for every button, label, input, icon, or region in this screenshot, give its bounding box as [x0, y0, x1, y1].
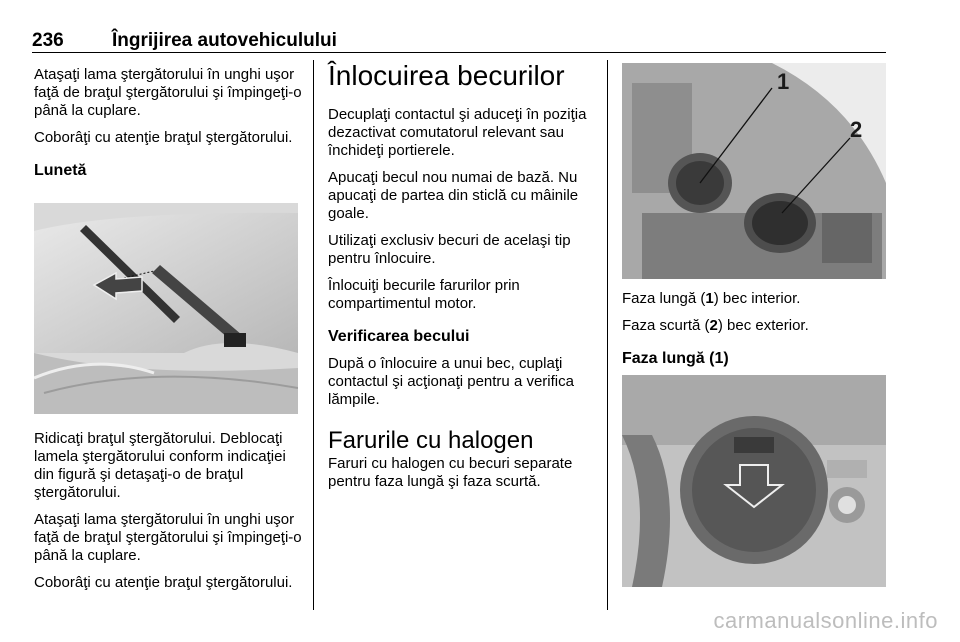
paragraph: Ridicaţi braţul ştergătorului. Deblocaţi lamela ştergătorului conform indicaţiei din figură şi detaşaţi-o de braţul ştergătorului.	[34, 430, 286, 501]
paragraph: Utilizaţi exclusiv becuri de acelaşi tip pentru înlocuire.	[328, 232, 571, 267]
section-heading-farurile-cu-halogen: Farurile cu halogen	[328, 427, 534, 454]
section-heading-inlocuirea-becurilor: Înlocuirea becurilor	[328, 60, 565, 91]
rear-wiper-drawing	[34, 203, 298, 414]
caption-number: 2	[709, 317, 718, 334]
caption-text: Faza scurtă (	[622, 317, 710, 334]
caption-text: ) bec exterior.	[717, 317, 809, 334]
column-1-bottom	[34, 430, 302, 592]
paragraph: Ataşaţi lama ştergătorului în unghi uşor faţă de braţul ştergătorului şi împingeţi-o până la cuplare.	[34, 511, 302, 564]
header-divider	[32, 52, 886, 53]
caption-text: Faza lungă (	[622, 290, 706, 307]
paragraph: Decuplaţi contactul şi aduceţi în poziţia dezactivat comutatorul relevant sau închideţi portierele.	[328, 106, 587, 159]
headlight-bulbs-photo	[622, 63, 886, 279]
page-number: 236	[32, 30, 64, 51]
headlight-drawing	[622, 63, 886, 279]
paragraph: Înlocuiţi becurile farurilor prin compartimentul motor.	[328, 277, 520, 312]
paragraph: Coborâţi cu atenţie braţul ştergătorului.	[34, 574, 293, 591]
paragraph: Coborâţi cu atenţie braţul ştergătorului.	[34, 129, 293, 146]
caption-text: ) bec interior.	[713, 290, 801, 307]
column-1-top	[34, 66, 302, 181]
paragraph: Ataşaţi lama ştergătorului în unghi uşor faţă de braţul ştergătorului şi împingeţi-o până la cuplare.	[34, 66, 302, 119]
section-heading-luneta: Lunetă	[34, 162, 87, 179]
column-3	[622, 290, 888, 369]
high-beam-cap-photo	[622, 375, 886, 587]
sub-heading-verificarea-becului: Verificarea becului	[328, 328, 470, 345]
column-divider-left	[313, 60, 314, 610]
cap-drawing	[622, 375, 886, 587]
page-title: Îngrijirea autovehiculului	[112, 30, 337, 51]
paragraph: Faruri cu halogen cu becuri separate pentru faza lungă şi faza scurtă.	[328, 455, 573, 490]
callout-1: 1	[777, 69, 790, 94]
caption-number: 1	[705, 290, 714, 307]
rear-wiper-illustration	[34, 203, 298, 414]
paragraph: Apucaţi becul nou numai de bază. Nu apucaţi de partea din sticlă cu mâinile goale.	[328, 169, 579, 222]
section-heading-faza-lunga: Faza lungă (1)	[622, 350, 729, 367]
callout-2: 2	[850, 117, 863, 142]
paragraph: După o înlocuire a unui bec, cuplaţi contactul şi acţionaţi pentru a verifica lămpile.	[328, 355, 574, 408]
caption-high-beam	[622, 290, 888, 308]
column-2	[328, 60, 594, 491]
caption-low-beam	[622, 317, 888, 335]
watermark: carmanualsonline.info	[713, 608, 938, 633]
column-divider-right	[607, 60, 608, 610]
